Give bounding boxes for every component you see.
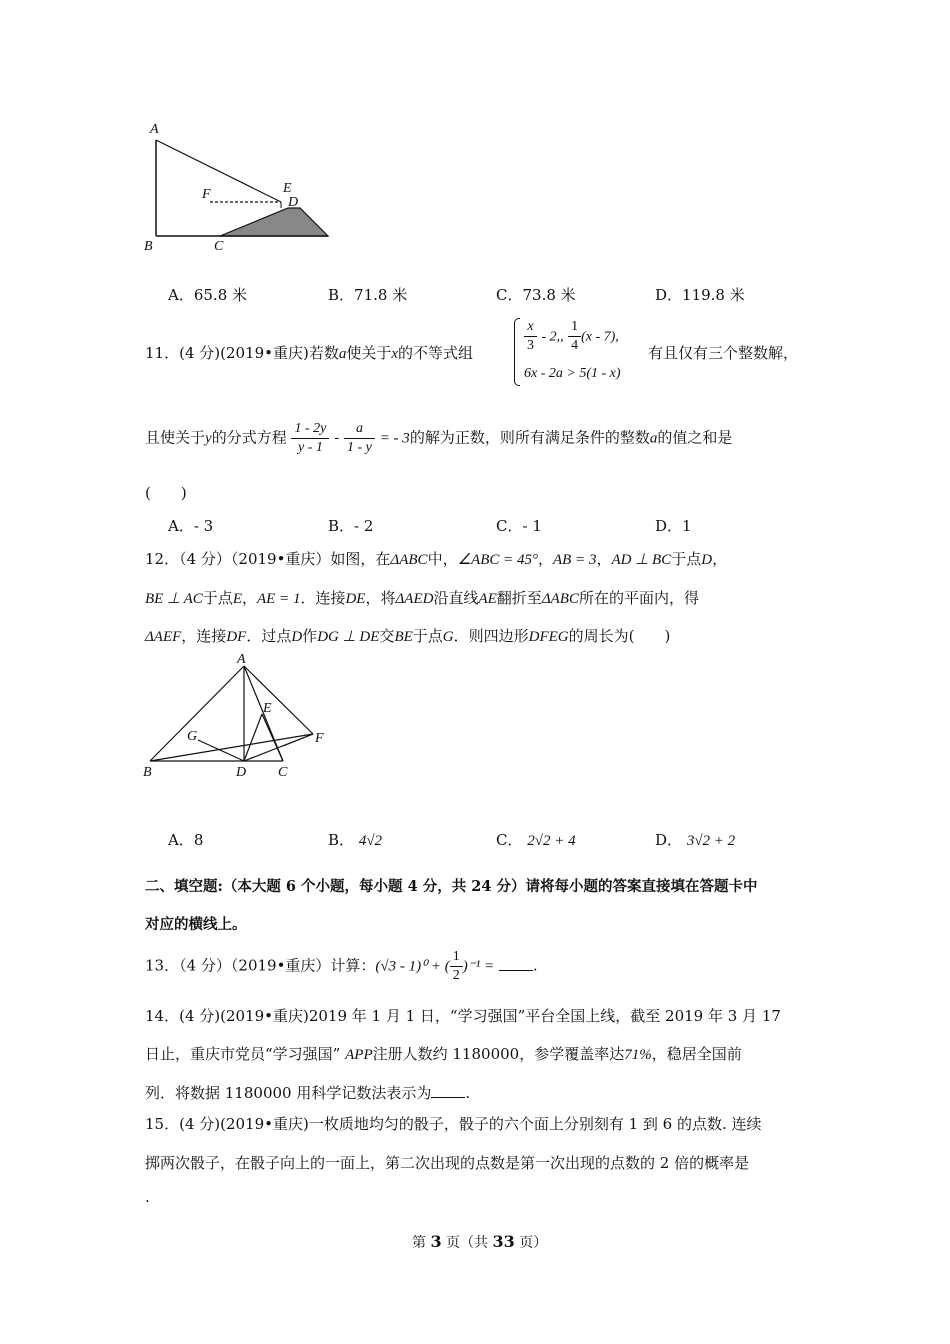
label-E: E [283,181,292,196]
answer-blank[interactable] [499,956,533,971]
section2-heading-line1: 二、填空题:（本大题 6 个小题，每小题 4 分，共 24 分）请将每小题的答案直接填在答题卡中 [145,878,758,895]
q10-option-b: B．71.8 米 [328,286,408,304]
q12-option-b: B． 4√2 [328,831,383,849]
answer-blank[interactable] [431,1083,465,1098]
q11-option-c: C．- 1 [496,517,542,535]
label-C: C [278,765,288,780]
q10-option-a: A．65.8 米 [168,286,247,304]
q11-inequality-system: $\frac{x}{3}$ - 2,, $\frac{1}{4}$ (x - 7), 6x - 2a > 5(1 - x) [514,318,642,386]
shaded-slope [220,208,328,236]
label-D: D [236,765,247,780]
label-B: B [144,239,153,254]
page-footer: 第 3 页（共 33 页） [412,1232,548,1251]
label-A: A [150,122,159,137]
label-F: F [202,187,211,202]
q13: 13．（4 分）（2019•重庆）计算：(√3 - 1)⁰ + ( $\frac{1}{2}$ )⁻¹ = . [145,949,538,983]
q15-line2: 掷两次骰子，在骰子向上的一面上，第二次出现的点数是第一次出现的点数的 2 倍的概率是 [145,1154,750,1172]
q14-line2: 日止，重庆市党员“学习强国” APP注册人数约 1180000，参学覆盖率达71%，稳居全国前 [145,1045,742,1063]
q12-line2: BE ⊥ AC于点E，AE = 1．连接DE，将ΔAED沿直线AE翻折至ΔABC所在的平面内，得 [145,589,699,607]
label-F: F [315,731,324,746]
figure-q12 [140,650,340,785]
q12-option-d: D． 3√2 + 2 [655,831,736,849]
label-E: E [263,701,272,716]
q10-option-d: D．119.8 米 [655,286,745,304]
q11-line1: 11．(4 分)(2019•重庆)若数a使关于x的不等式组 [145,344,474,362]
q12-line3: ΔAEF，连接DF．过点D作DG ⊥ DE交BE于点G．则四边形DFEG的周长为( ) [145,627,671,645]
label-C: C [214,239,224,254]
q12-option-a: A．8 [168,831,204,849]
q14-line3: 列．将数据 1180000 用科学记数法表示为 . [145,1084,471,1102]
q11-option-a: A．- 3 [168,517,214,535]
q11-line2: 且使关于y的分式方程 $\frac{1 - 2y}{y - 1}$ - $\frac{a}{1 - y}$ = - 3的解为正数，则所有满足条件的整数a的值之和是 [145,421,733,455]
label-D: D [288,195,299,210]
q11-option-b: B．- 2 [328,517,374,535]
q12-line1: 12．（4 分）（2019•重庆）如图，在ΔABC中，∠ABC = 45°，AB = 3，AD ⊥ BC于点D， [145,550,728,568]
q15-line1: 15．(4 分)(2019•重庆)一枚质地均匀的骰子，骰子的六个面上分别刻有 1 到 6 的点数. 连续 [145,1115,762,1133]
label-A: A [237,652,246,667]
label-B: B [143,765,152,780]
q11-option-d: D．1 [655,517,692,535]
q10-option-c: C．73.8 米 [496,286,576,304]
q15-line3: . [145,1188,150,1206]
figure-q10 [140,118,340,258]
q12-option-c: C． 2√2 + 4 [496,831,576,849]
q14-line1: 14．(4 分)(2019•重庆)2019 年 1 月 1 日，“学习强国”平台全国上线，截至 2019 年 3 月 17 [145,1007,781,1025]
section2-heading-line2: 对应的横线上。 [145,916,247,933]
q11-line1-suffix: 有且仅有三个整数解， [648,344,799,362]
label-G: G [187,729,198,744]
q11-paren: ( ) [145,484,187,502]
